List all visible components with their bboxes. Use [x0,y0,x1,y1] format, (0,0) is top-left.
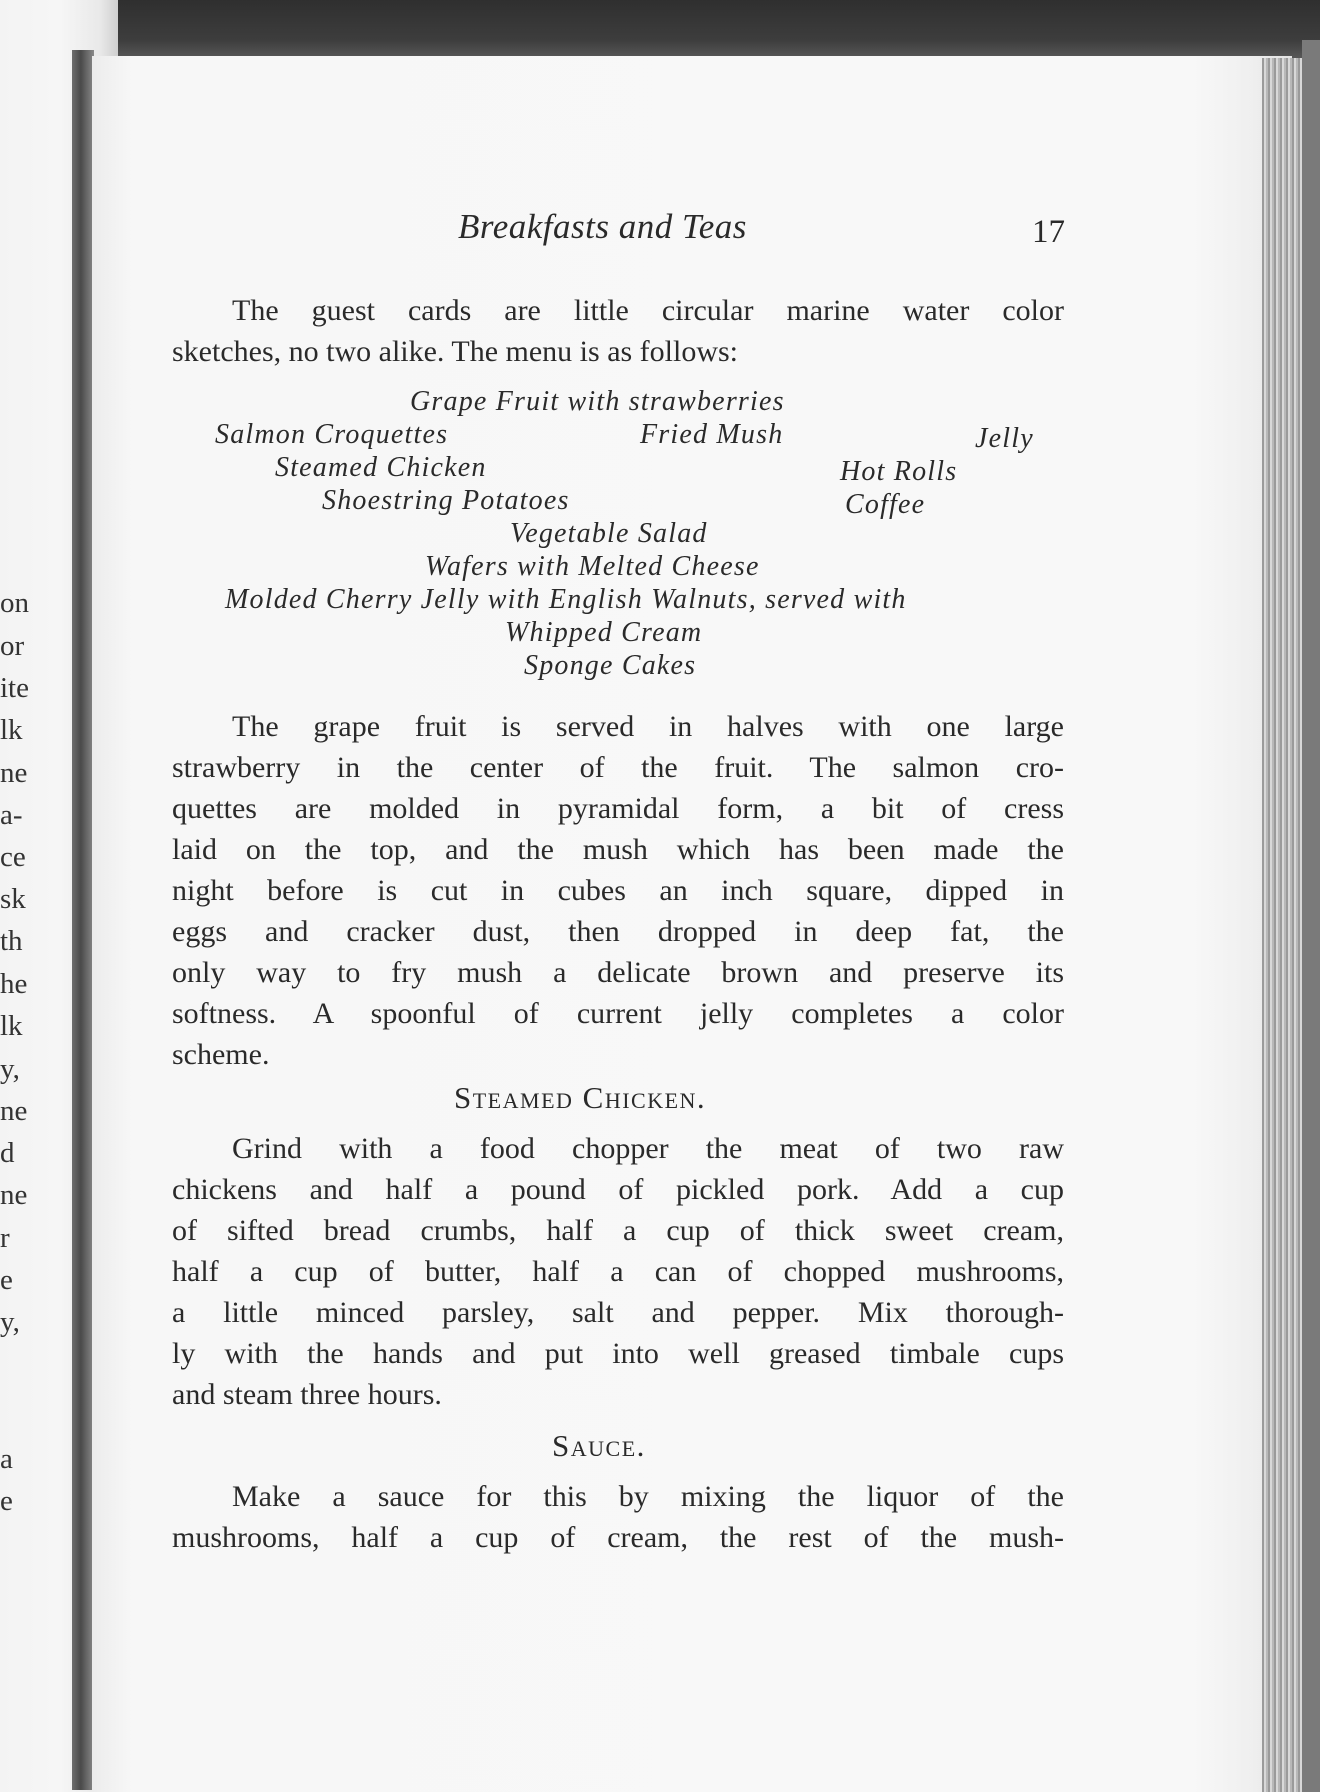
menu-item-jelly: Jelly [975,423,1034,454]
left-page-fragment: ite [0,672,29,704]
text-line: chickens and half a pound of pickled pork. Add a cup [172,1173,1064,1206]
left-page-fragment: y, [0,1306,20,1338]
book-cover-edge [1302,40,1320,1792]
sauce-paragraph [172,1476,1064,1558]
text-line: half a cup of butter, half a can of chopped mushrooms, [172,1255,1064,1288]
menu-card [200,384,1060,694]
text-line: and steam three hours. [172,1378,442,1411]
left-page-fragment: lk [0,1010,23,1042]
grape-fruit-paragraph [172,706,1064,1075]
left-page-fragment: he [0,968,28,1000]
left-page-fragment: ne [0,757,28,789]
menu-item-whipped-cream: Whipped Cream [505,617,703,648]
text-line: a little minced parsley, salt and pepper. Mix thorough- [172,1296,1064,1329]
intro-paragraph [172,290,1064,372]
left-page-fragment: y, [0,1053,20,1085]
text-line: Grind with a food chopper the meat of two raw [232,1132,1064,1165]
text-line: softness. A spoonful of current jelly completes a color [172,997,1064,1030]
left-page-fragment: a- [0,799,23,831]
page-number: 17 [1032,214,1065,250]
text-line: The guest cards are little circular marine water color [232,294,1064,327]
menu-item-grape-fruit: Grape Fruit with strawberries [410,386,785,417]
left-page-fragment: a [0,1443,13,1475]
text-line: laid on the top, and the mush which has been made the [172,833,1064,866]
menu-item-sponge-cakes: Sponge Cakes [524,650,697,681]
text-line: ly with the hands and put into well greased timbale cups [172,1337,1064,1370]
book-gutter [72,50,94,1790]
menu-item-coffee: Coffee [845,489,926,520]
menu-item-molded-cherry-jelly: Molded Cherry Jelly with English Walnuts, served with [225,584,907,615]
menu-item-fried-mush: Fried Mush [640,419,784,450]
menu-item-wafers: Wafers with Melted Cheese [425,551,760,582]
steamed-chicken-heading: Steamed Chicken. [454,1080,707,1115]
running-head: Breakfasts and Teas [458,207,747,246]
text-line: eggs and cracker dust, then dropped in deep fat, the [172,915,1064,948]
sauce-heading: Sauce. [552,1428,646,1463]
text-line: mushrooms, half a cup of cream, the rest of the mush- [172,1521,1064,1554]
steamed-chicken-paragraph [172,1128,1064,1415]
left-page-fragment: ne [0,1179,28,1211]
left-page-fragment: r [0,1222,10,1254]
left-page-fragment: on [0,587,29,619]
text-line: sketches, no two alike. The menu is as follows: [172,335,739,368]
text-line: scheme. [172,1038,270,1071]
text-line: only way to fry mush a delicate brown and preserve its [172,956,1064,989]
text-line: Make a sauce for this by mixing the liquor of the [232,1480,1064,1513]
text-line: strawberry in the center of the fruit. The salmon cro- [172,751,1064,784]
menu-item-steamed-chicken: Steamed Chicken [275,452,487,483]
text-line: quettes are molded in pyramidal form, a bit of cress [172,792,1064,825]
left-page-fragment: sk [0,883,26,915]
left-page-fragment: d [0,1137,15,1169]
left-page-fragment: ne [0,1095,28,1127]
text-line: night before is cut in cubes an inch square, dipped in [172,874,1064,907]
left-page-fragment: or [0,630,25,662]
left-page-fragment: lk [0,714,23,746]
menu-item-hot-rolls: Hot Rolls [840,456,958,487]
menu-item-salmon-croquettes: Salmon Croquettes [215,419,449,450]
left-page-fragment: e [0,1264,13,1296]
menu-item-shoestring-potatoes: Shoestring Potatoes [322,485,570,516]
page-stack-edge [1262,58,1302,1792]
left-page-fragment: e [0,1485,13,1517]
left-page-fragment: th [0,925,23,957]
menu-item-vegetable-salad: Vegetable Salad [510,518,708,549]
text-line: of sifted bread crumbs, half a cup of thick sweet cream, [172,1214,1064,1247]
left-page-fragment: ce [0,841,26,873]
text-line: The grape fruit is served in halves with one large [232,710,1064,743]
